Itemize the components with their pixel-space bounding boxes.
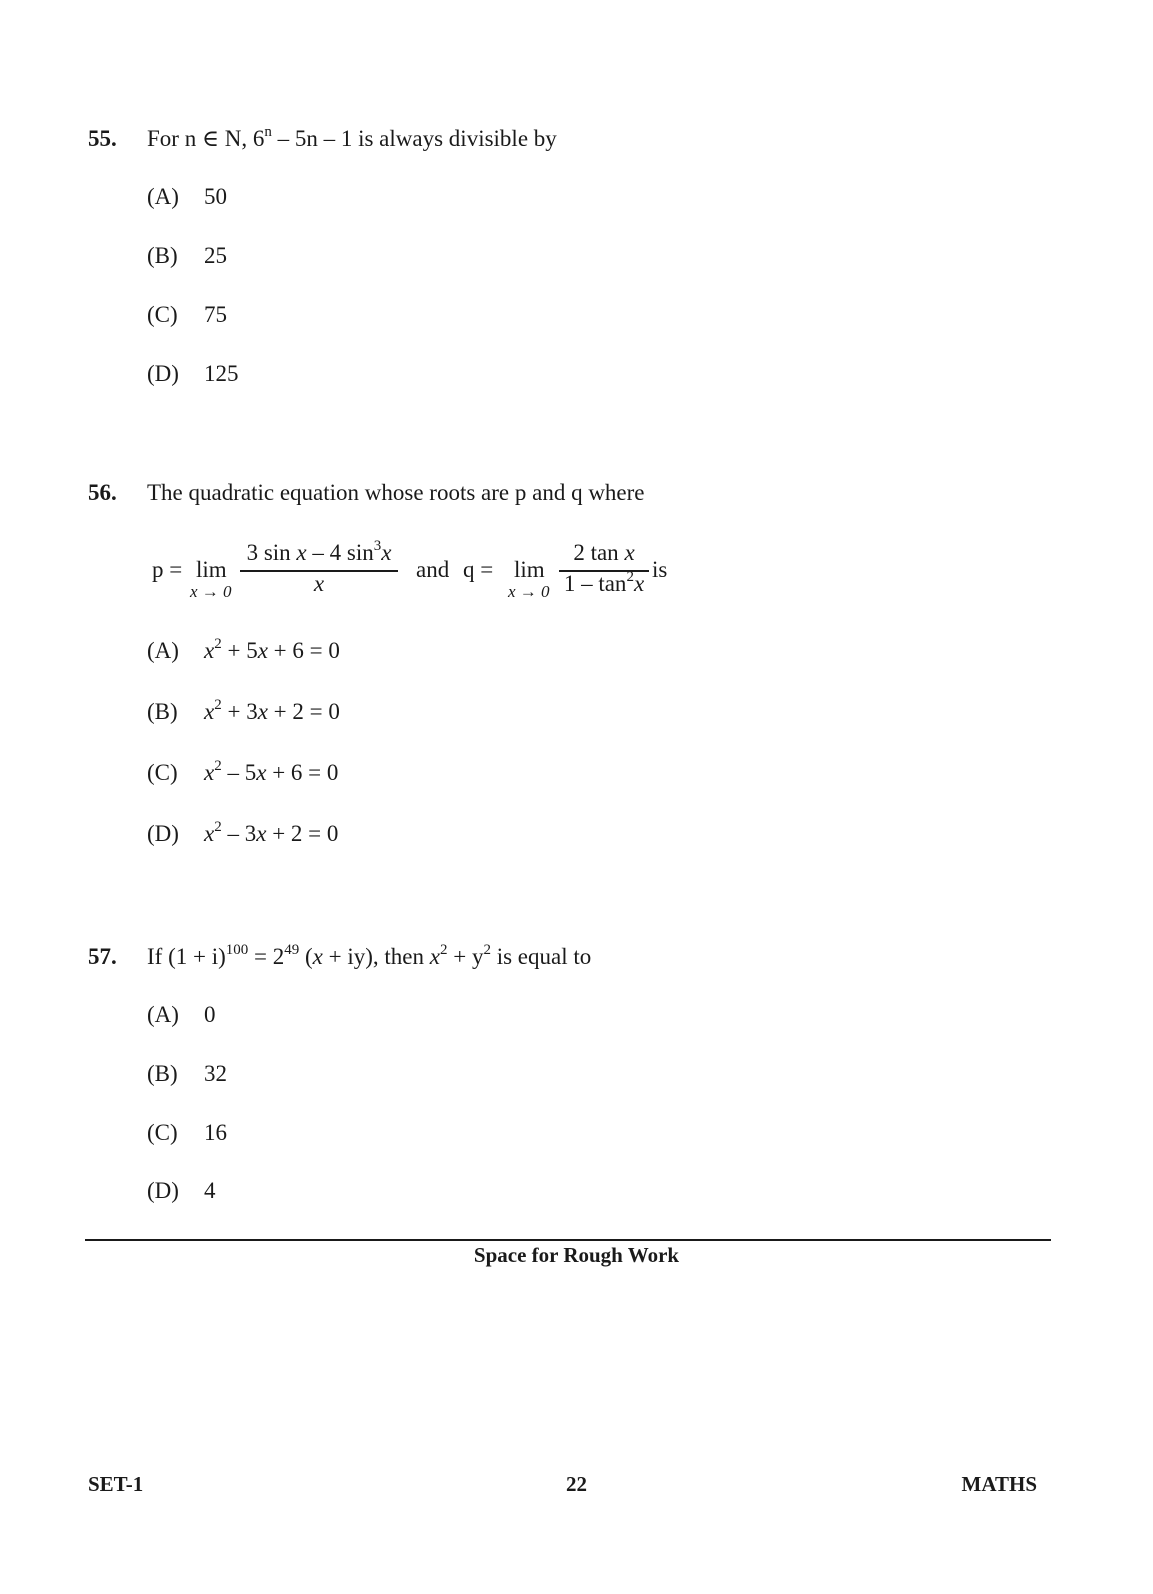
q57-var: x	[429, 944, 440, 969]
option-value: 50	[204, 184, 227, 209]
q55-option-d[interactable]	[147, 361, 239, 387]
option-label: (B)	[147, 699, 178, 724]
q-den-part: 1 – tan	[563, 571, 627, 596]
option-value: 75	[204, 302, 227, 327]
q57-option-c[interactable]	[147, 1120, 227, 1146]
q56-option-c[interactable]	[147, 760, 338, 786]
p-lim: lim	[196, 557, 227, 582]
option-var: x	[256, 821, 267, 846]
option-part: + 3	[221, 699, 258, 724]
question-56-number: 56.	[88, 480, 117, 505]
option-part: + 5	[221, 638, 258, 663]
option-label: (D)	[147, 361, 179, 386]
question-57-number: 57.	[88, 944, 117, 969]
option-value: 16	[204, 1120, 227, 1145]
p-num-var: x	[381, 540, 392, 565]
q56-option-b[interactable]	[147, 699, 340, 725]
option-var: x	[204, 699, 215, 724]
option-part: – 3	[221, 821, 257, 846]
question-56-text: The quadratic equation whose roots are p and q where	[147, 480, 645, 505]
option-label: (A)	[147, 1002, 179, 1027]
q57-part: If (1 + i)	[147, 944, 226, 969]
q-lim-subscript: x → 0	[508, 582, 550, 601]
option-part: + 6 = 0	[266, 760, 339, 785]
p-num-part: – 4 sin	[306, 540, 374, 565]
p-label: p =	[152, 557, 183, 582]
option-label: (C)	[147, 760, 178, 785]
p-num-sup: 3	[373, 538, 382, 554]
option-sup: 2	[214, 758, 222, 774]
option-part: + 6 = 0	[267, 638, 340, 663]
q55-option-b[interactable]	[147, 243, 227, 269]
q-numerator	[557, 540, 651, 566]
p-num-part: 3 sin	[246, 540, 297, 565]
q56-option-a[interactable]	[147, 638, 340, 664]
question-57-text	[147, 944, 591, 970]
rough-work-divider	[85, 1239, 1051, 1241]
option-value: 25	[204, 243, 227, 268]
option-label: (A)	[147, 184, 179, 209]
option-value: 125	[204, 361, 239, 386]
option-var: x	[204, 760, 215, 785]
q57-part: is equal to	[490, 944, 592, 969]
q-label: q =	[463, 557, 494, 582]
option-label: (B)	[147, 1061, 178, 1086]
q57-option-b[interactable]	[147, 1061, 227, 1087]
option-label: (D)	[147, 1178, 179, 1203]
q57-sup: 100	[225, 942, 249, 958]
q57-part: = 2	[248, 944, 285, 969]
option-value: 4	[204, 1178, 216, 1203]
option-label: (A)	[147, 638, 179, 663]
footer-subject: MATHS	[961, 1472, 1037, 1496]
option-sup: 2	[214, 697, 222, 713]
is-text: is	[652, 557, 668, 582]
q57-sup: 2	[483, 942, 491, 958]
p-denominator: x	[313, 571, 325, 596]
option-sup: 2	[214, 819, 222, 835]
q-den-var: x	[633, 571, 645, 596]
option-value: 0	[204, 1002, 216, 1027]
option-part: + 2 = 0	[267, 699, 340, 724]
option-label: (C)	[147, 302, 178, 327]
and-text: and	[416, 557, 450, 582]
q55-text-sup: n	[264, 124, 272, 140]
q55-option-a[interactable]	[147, 184, 227, 210]
q-denominator	[557, 571, 651, 597]
p-num-var: x	[296, 540, 307, 565]
q57-part: + y	[447, 944, 484, 969]
question-55-number: 55.	[88, 126, 117, 151]
q55-text-post: – 5n – 1 is always divisible by	[271, 126, 557, 151]
q-lim: lim	[514, 557, 545, 582]
option-label: (C)	[147, 1120, 178, 1145]
q-den-sup: 2	[626, 569, 634, 585]
option-part: + 2 = 0	[266, 821, 339, 846]
p-numerator	[238, 540, 400, 566]
q55-text-pre: For n ∈ N, 6	[147, 126, 265, 151]
option-label: (D)	[147, 821, 179, 846]
q57-part: (	[299, 944, 313, 969]
q57-sup: 49	[284, 942, 300, 958]
q-num-part: 2 tan	[573, 540, 625, 565]
q57-option-a[interactable]	[147, 1002, 216, 1028]
footer-page-number: 22	[566, 1472, 587, 1496]
footer-set-label: SET-1	[88, 1472, 144, 1496]
rough-work-heading: Space for Rough Work	[473, 1243, 680, 1267]
q57-sup: 2	[439, 942, 448, 958]
option-value: 32	[204, 1061, 227, 1086]
option-part: – 5	[221, 760, 257, 785]
option-sup: 2	[214, 636, 222, 652]
option-var: x	[257, 638, 268, 663]
option-var: x	[257, 699, 268, 724]
q57-part: + iy), then	[322, 944, 430, 969]
option-var: x	[256, 760, 267, 785]
p-lim-subscript: x → 0	[190, 582, 232, 601]
question-55-text	[147, 126, 557, 152]
q56-option-d[interactable]	[147, 821, 338, 847]
option-var: x	[204, 638, 215, 663]
option-var: x	[204, 821, 215, 846]
q-num-var: x	[624, 540, 635, 565]
q57-option-d[interactable]	[147, 1178, 216, 1204]
q55-option-c[interactable]	[147, 302, 227, 328]
option-label: (B)	[147, 243, 178, 268]
q57-var: x	[312, 944, 323, 969]
